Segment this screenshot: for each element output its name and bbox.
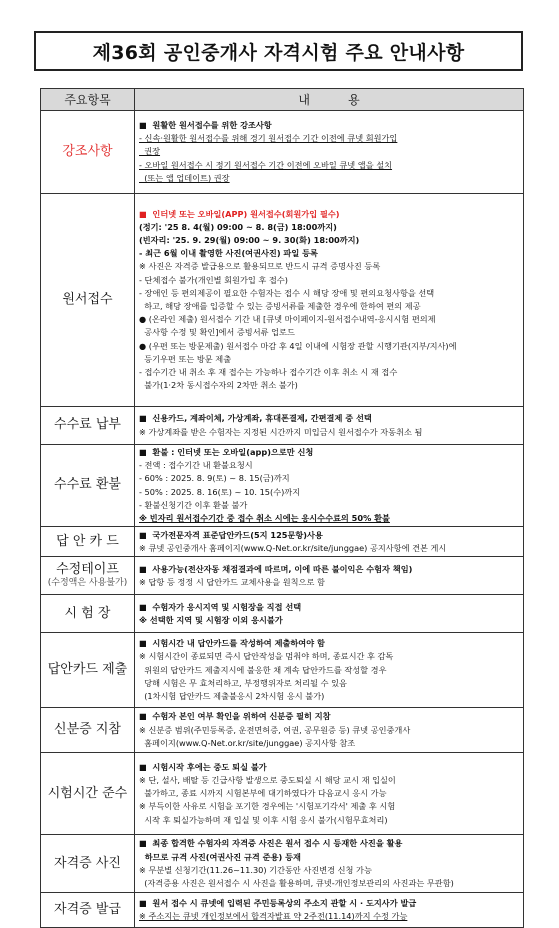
header-content: 내 용	[135, 89, 524, 111]
content-line: ※ 답항 등 정정 시 답안카드 교체사용을 원칙으로 함	[139, 576, 325, 587]
row-content-cell	[135, 708, 524, 753]
content-line: ※ 시험시간이 종료되면 즉시 답안작성을 멈춰야 하며, 종료시간 후 감독	[139, 651, 394, 662]
table-row	[41, 194, 524, 407]
table-row	[41, 753, 524, 835]
row-label: 수수료 환불	[54, 477, 121, 493]
row-label-note: (수정액은 사용불가)	[47, 578, 128, 589]
row-label: 자격증 사진	[54, 855, 121, 871]
row-label-cell	[41, 753, 135, 835]
content-line: ※ 주소지는 큐넷 개인정보에서 합격자발표 약 2주전(11.14)까지 수정 가능	[139, 911, 408, 922]
table-row	[41, 835, 524, 893]
row-label-cell	[41, 557, 135, 595]
row-label: 수정테이프	[56, 561, 119, 577]
row-content-cell	[135, 557, 524, 595]
content-line: (또는 앱 업데이트) 권장	[139, 172, 230, 183]
row-label: 원서접수	[62, 291, 113, 307]
content-line: - 환불신청기간 이후 환불 불가	[139, 499, 248, 510]
content-line: - 신속·원활한 원서접수를 위해 경기 원서접수 기간 이전에 큐넷 회원가입	[139, 133, 398, 144]
row-content-cell	[135, 111, 524, 194]
row-label-cell	[41, 893, 135, 928]
row-label: 강조사항	[62, 143, 113, 159]
content-line: - 50% : 2025. 8. 16(토) ~ 10. 15(수)까지	[139, 486, 301, 497]
content-line: (빈자리: '25. 9. 29(월) 09:00 ~ 9. 30(화) 18:00까지)	[139, 234, 360, 245]
page-title: 제36회 공인중개사 자격시험 주요 안내사항	[34, 31, 523, 71]
content-line: 시작 후 퇴실가능하며 재 입실 및 이후 시험 응시 불가(시험무효처리)	[139, 814, 388, 825]
row-label-cell	[41, 194, 135, 407]
row-label-cell	[41, 835, 135, 893]
content-line: ■ 환불 : 인터넷 또는 오바일(app)으로만 신청	[139, 447, 314, 457]
content-line: 불가(1·2차 동시접수자의 2차만 취소 불가)	[139, 380, 298, 391]
row-label: 수수료 납부	[54, 417, 121, 433]
content-line: - 접수기간 내 취소 후 재 접수는 가능하나 접수기간 이후 취소 시 재 접수	[139, 367, 398, 378]
row-label: 신분증 지참	[54, 722, 121, 738]
content-line: ■ 신용카드, 계좌이체, 가상계좌, 휴대폰결제, 간편결제 중 선택	[139, 413, 372, 424]
content-line: 홈페이지(www.Q-Net.or.kr/site/junggae) 공지사항 참조	[139, 737, 356, 748]
content-line: ※ 빈자리 원서접수기간 중 접수 취소 시에는 응시수수료의 50% 환불	[139, 513, 390, 524]
row-content-cell	[135, 407, 524, 445]
table-row	[41, 893, 524, 928]
content-line: ■ 수험자가 응시지역 및 시험장을 직접 선택	[139, 601, 302, 612]
content-line: ■ 인터넷 또는 오바일(APP) 원서접수(회원가입 필수)	[139, 208, 340, 219]
content-line: ※ 선택한 지역 및 시험장 이외 응시불가	[139, 614, 283, 625]
content-line: ※ 신분증 범위(주민등록증, 운전면허증, 여권, 공무원증 등) 큐넷 공인중개사	[139, 724, 411, 735]
row-content-cell	[135, 633, 524, 708]
table-row	[41, 633, 524, 708]
content-line: (자격증용 사진은 원서접수 시 사진을 활용하며, 큐넷-개인정보관리의 사진과는 무관함)	[139, 877, 454, 888]
content-line: - 장애인 등 편의제공이 필요한 수험자는 접수 시 해당 장애 및 편의요청사항을 선택	[139, 287, 435, 298]
row-content-cell	[135, 194, 524, 407]
content-line: ※ 단, 설사, 배탈 등 긴급사항 발생으로 중도퇴실 시 해당 교시 재 입실이	[139, 774, 396, 785]
row-content-cell	[135, 835, 524, 893]
table-row	[41, 708, 524, 753]
content-line: (정기: '25 8. 4(월) 09:00 ~ 8. 8(금) 18:00까지)	[139, 221, 337, 232]
content-line: ※ 무분별 신청기간(11.26~11.30) 기간동안 사진변경 신청 가능	[139, 864, 372, 875]
content-line: ■ 시험시간 내 답안카드를 작성하여 제출하여야 함	[139, 638, 325, 649]
content-line: 위원의 답안카드 제출지시에 불응한 채 계속 답안카드를 작성할 경우	[139, 664, 387, 675]
content-line: (1차시험 답안카드 제출불응시 2차시험 응시 불가)	[139, 691, 325, 702]
content-line: - 최근 6월 이내 촬영한 사진(여권사진) 파일 등록	[139, 248, 318, 259]
content-line: ※ 부득이한 사유로 시험을 포기한 경우에는 '시험포기각서' 제출 후 시험	[139, 801, 396, 812]
content-line: ● (우편 또는 방문제출) 원서접수 마감 후 4일 이내에 시험장 관할 시행기관(지부/지사)에	[139, 340, 457, 351]
content-line: 공사항 수정 및 확인]에서 증빙서류 업로드	[139, 327, 295, 338]
info-table	[40, 88, 524, 928]
row-content-cell	[135, 753, 524, 835]
row-content-cell	[135, 527, 524, 557]
row-label-cell	[41, 407, 135, 445]
content-line: ■ 원서 접수 시 큐넷에 입력된 주민등록상의 주소지 관할 시 · 도지사가 발급	[139, 898, 417, 909]
row-label-cell	[41, 527, 135, 557]
content-line: ※ 가상계좌를 받은 수험자는 지정된 시간까지 미입금시 원서접수가 자동취소 됨	[139, 426, 423, 437]
content-line: ● (온라인 제출) 원서접수 기간 내 [큐넷 마이페이지-원서접수내역-응시시험 편의제	[139, 314, 436, 325]
row-content-cell	[135, 595, 524, 633]
row-label: 답 안 카 드	[56, 533, 119, 549]
table-row	[41, 557, 524, 595]
row-content-cell	[135, 445, 524, 527]
row-label-cell	[41, 111, 135, 194]
row-label-cell	[41, 708, 135, 753]
content-line: ※ 사진은 자격증 발급용으로 활용되므로 반드시 규격 증명사진 등록	[139, 261, 381, 272]
row-label-cell	[41, 445, 135, 527]
content-line: 등기우편 또는 방문 제출	[139, 353, 232, 364]
content-line: 당해 시험은 무 효처리하고, 부정행위자로 처리될 수 있음	[139, 677, 347, 688]
content-line: - 60% : 2025. 8. 9(토) ~ 8. 15(금)까지	[139, 473, 290, 484]
content-line: 권장	[139, 146, 161, 157]
table-row	[41, 595, 524, 633]
content-line: ※ 큐넷 공인중개사 홈페이지(www.Q-Net.or.kr/site/junggae) 공지사항에 견본 게시	[139, 542, 447, 553]
content-line: - 단체접수 불가(개인별 회원가입 후 접수)	[139, 274, 288, 285]
row-label: 시험시간 준수	[47, 785, 128, 801]
content-line: - 전액 : 접수기간 내 환불요청시	[139, 460, 253, 471]
row-label: 답안카드 제출	[47, 662, 128, 678]
content-line: 하므로 규격 사진(여권사진 규격 준용) 등재	[139, 851, 301, 862]
table-row	[41, 407, 524, 445]
row-label: 시 험 장	[64, 605, 111, 621]
content-line: ■ 사용가능(전산자동 채점결과에 따르며, 이에 따른 불이익은 수험자 책임)	[139, 563, 413, 574]
row-label-cell	[41, 633, 135, 708]
row-label-cell	[41, 595, 135, 633]
table-row	[41, 527, 524, 557]
row-content-cell	[135, 893, 524, 928]
header-item: 주요항목	[41, 89, 135, 111]
row-label: 자격증 발급	[54, 902, 121, 918]
content-line: ■ 최종 합격한 수험자의 자격증 사진은 원서 접수 시 등재한 사진을 활용	[139, 838, 403, 849]
content-line: ■ 원활한 원서접수를 위한 강조사항	[139, 119, 272, 130]
content-line: ■ 수험자 본인 여부 확인을 위하여 신분증 필히 지참	[139, 711, 331, 722]
table-header-row	[41, 89, 524, 111]
content-line: ■ 시험시작 후에는 중도 퇴실 불가	[139, 761, 267, 772]
table-row	[41, 445, 524, 527]
content-line: ■ 국가전문자격 표준답안카드(5지 125문항)사용	[139, 529, 323, 540]
content-line: 하고, 해당 장애를 입증할 수 있는 증빙서류를 제출한 경우에 한하여 편의 제공	[139, 301, 421, 311]
table-row	[41, 111, 524, 194]
content-line: - 오바일 원서접수 시 정기 원서접수 기간 이전에 오바일 큐넷 앱을 설치	[139, 159, 393, 170]
content-line: 불가하고, 종료 시까지 시험본부에 대기하였다가 다음교시 응시 가능	[139, 788, 387, 799]
